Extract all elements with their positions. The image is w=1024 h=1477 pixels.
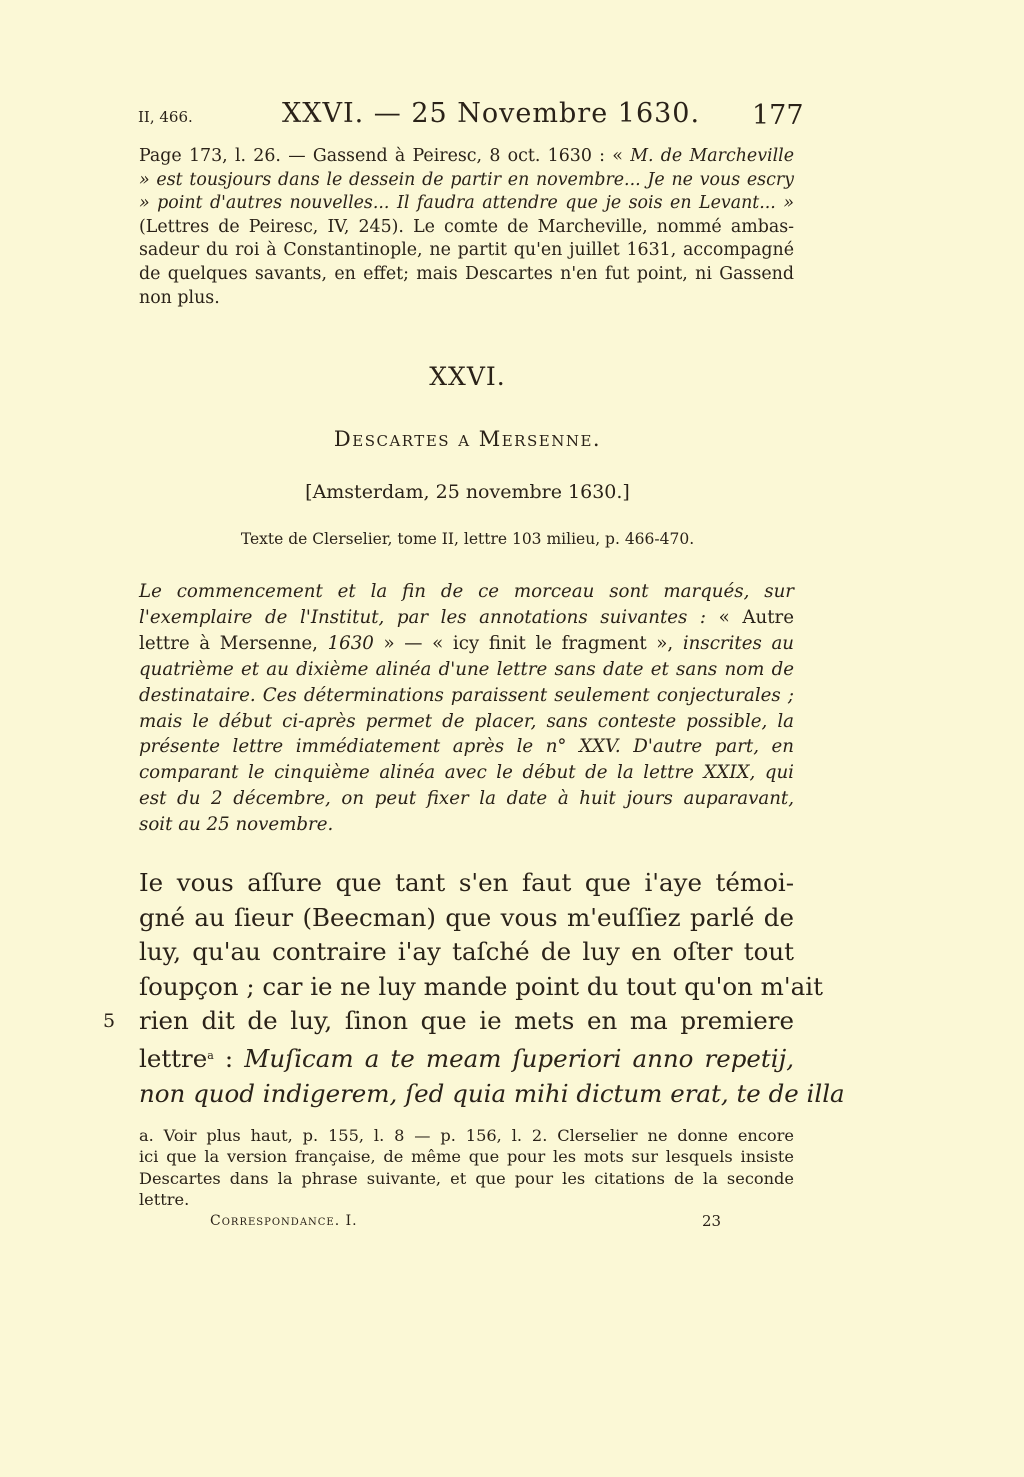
- page-cross-reference: II, 466.: [138, 108, 193, 126]
- top-note: [139, 145, 794, 310]
- running-head-title: XXVI. — 25 Novembre 1630.: [282, 98, 701, 129]
- letter-date: [Amsterdam, 25 novembre 1630.]: [305, 481, 630, 503]
- top-note-line: (Lettres de Peiresc, IV, 245). Le comte de Marcheville, nommé ambas-: [139, 216, 794, 237]
- signature-label: Correspondance. I.: [210, 1213, 358, 1229]
- top-note-line: » est tousjours dans le dessein de partir en novembre... Je ne vous escry: [139, 169, 794, 190]
- running-head: [0, 98, 1024, 138]
- body-line: luy, qu'au contraire i'ay taſché de luy en oſter tout: [139, 937, 794, 967]
- body-line: non quod indigerem, ſed quia mihi dictum erat, te de illa: [139, 1078, 845, 1108]
- page-number: 177: [752, 100, 804, 131]
- intro-line: l'exemplaire de l'Institut, par les annotations suivantes : « Autre: [139, 606, 795, 628]
- footnote-line: Descartes dans la phrase suivante, et que pour les citations de la seconde: [139, 1168, 794, 1188]
- body-line: rien dit de luy, ſinon que ie mets en ma premiere: [139, 1006, 794, 1036]
- intro-line: présente lettre immédiatement après le n° XXV. D'autre part, en: [139, 736, 794, 758]
- footnote: [139, 1125, 794, 1211]
- top-note-line: Page 173, l. 26. — Gassend à Peiresc, 8 oct. 1630 : « M. de Marcheville: [139, 146, 795, 166]
- body-line: ſoupçon ; car ie ne luy mande point du tout qu'on m'ait: [139, 971, 823, 1001]
- top-note-line: de quelques savants, en effet; mais Descartes n'en fut point, ni Gassend: [139, 263, 794, 284]
- sheet-number: 23: [702, 1212, 722, 1230]
- letter-title: Descartes a Mersenne.: [333, 427, 602, 451]
- intro-line: est du 2 décembre, on peut fixer la date à huit jours auparavant,: [139, 788, 794, 810]
- intro-line: comparant le cinquième alinéa avec le début de la lettre XXIX, qui: [139, 762, 794, 784]
- intro-line: lettre à Mersenne, 1630 » — « icy finit le fragment », inscrites au: [139, 632, 794, 654]
- intro-line: quatrième et au dixième alinéa d'une lettre sans date et sans nom de: [139, 658, 794, 680]
- footnote-line: lettre.: [139, 1190, 190, 1210]
- top-note-line: non plus.: [139, 287, 220, 308]
- intro-line: soit au 25 novembre.: [139, 814, 334, 836]
- letter-number: XXVI.: [429, 362, 506, 391]
- footnote-marker: a: [207, 1048, 214, 1062]
- margin-line-number: 5: [103, 1010, 116, 1032]
- body-line: gné au ſieur (Beecman) que vous m'euſſiez parlé de: [139, 902, 794, 932]
- body-line: Ie vous aſſure que tant s'en faut que i'aye témoi-: [139, 868, 794, 897]
- letter-source: Texte de Clerselier, tome II, lettre 103 milieu, p. 466-470.: [240, 530, 695, 548]
- body-line: lettre$^a$ : Muſicam a te meam ſuperiori anno repetij,: [139, 1043, 794, 1073]
- top-note-line: » point d'autres nouvelles... Il faudra attendre que je sois en Levant... »: [139, 193, 794, 214]
- letter-body: [139, 866, 845, 1111]
- intro-line: mais le début ci-après permet de placer, sans conteste possible, la: [139, 710, 794, 732]
- footnote-line: a. Voir plus haut, p. 155, l. 8 — p. 156, l. 2. Clerselier ne donne encore: [139, 1126, 794, 1145]
- intro-line: destinataire. Ces déterminations paraissent seulement conjecturales ;: [139, 684, 794, 706]
- footnote-line: ici que la version française, de même que pour les mots sur lesquels insiste: [139, 1147, 794, 1167]
- editorial-intro: [139, 579, 794, 838]
- intro-line: Le commencement et la fin de ce morceau sont marqués, sur: [139, 581, 794, 602]
- top-note-line: sadeur du roi à Constantinople, ne partit qu'en juillet 1631, accompagné: [139, 240, 794, 261]
